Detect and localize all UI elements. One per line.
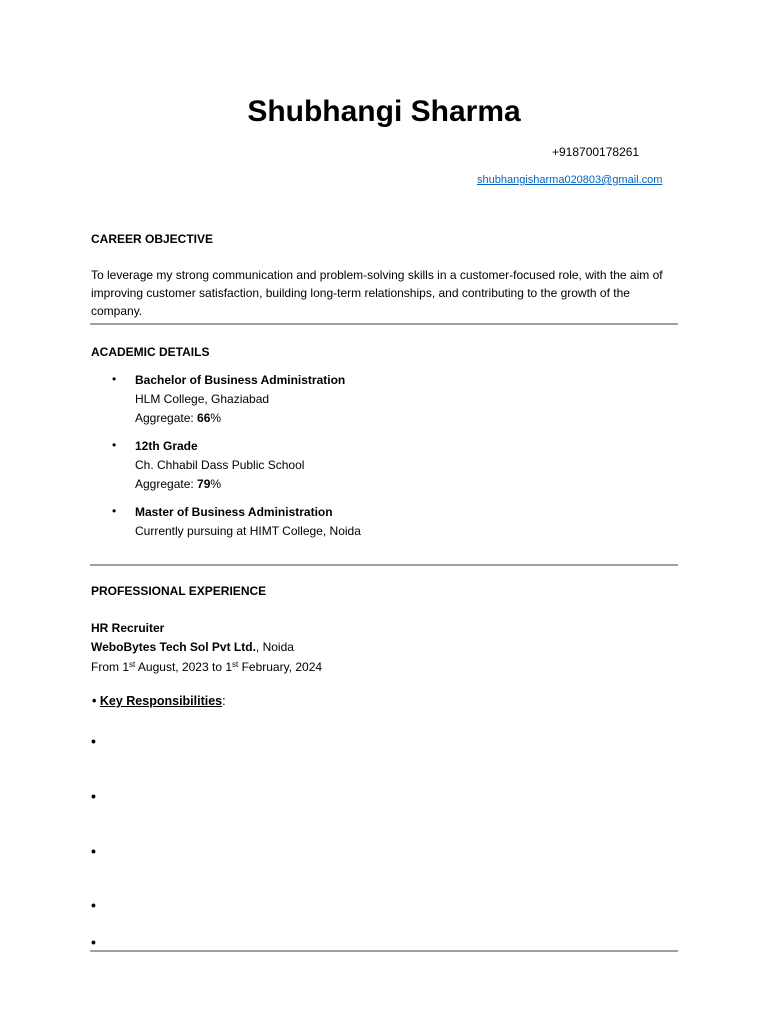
bullet-icon: • bbox=[91, 788, 96, 804]
institution: Currently pursuing at HIMT College, Noida bbox=[135, 524, 361, 538]
job-title: HR Recruiter bbox=[91, 621, 165, 635]
company-location: , Noida bbox=[255, 639, 294, 654]
bullet-icon: • bbox=[112, 504, 117, 518]
academic-details-heading: ACADEMIC DETAILS bbox=[91, 345, 210, 359]
institution: Ch. Chhabil Dass Public School bbox=[135, 458, 305, 472]
academic-item-bba bbox=[135, 371, 345, 428]
section-divider bbox=[90, 323, 678, 325]
degree-title: 12th Grade bbox=[135, 439, 198, 453]
academic-item-mba bbox=[135, 503, 361, 541]
career-objective-text: To leverage my strong communication and problem-solving skills in a customer-focused role, with the aim of improving customer satisfaction, building long-term relationships, and contributing to the growth of the company. bbox=[91, 268, 663, 318]
academic-item-12th bbox=[135, 437, 304, 494]
bullet-icon: • bbox=[91, 934, 96, 950]
candidate-name: Shubhangi Sharma bbox=[247, 95, 521, 128]
section-divider bbox=[90, 950, 678, 952]
company-name: WeboBytes Tech Sol Pvt Ltd. bbox=[91, 639, 256, 654]
phone-number: +918700178261 bbox=[552, 145, 640, 159]
aggregate: Aggregate: 79% bbox=[135, 477, 222, 491]
bullet-icon: • bbox=[91, 843, 96, 859]
institution: HLM College, Ghaziabad bbox=[135, 392, 270, 406]
professional-experience-heading: PROFESSIONAL EXPERIENCE bbox=[91, 584, 267, 598]
degree-title: Bachelor of Business Administration bbox=[135, 373, 346, 387]
bullet-icon: • bbox=[91, 897, 96, 913]
bullet-icon: • bbox=[112, 372, 117, 386]
bullet-icon: • bbox=[91, 733, 96, 749]
bullet-icon: • bbox=[112, 438, 117, 452]
degree-title: Master of Business Administration bbox=[135, 505, 333, 519]
key-responsibilities-label: • Key Responsibilities: bbox=[92, 694, 226, 708]
section-divider bbox=[90, 564, 678, 566]
email-link[interactable]: shubhangisharma020803@gmail.com bbox=[477, 174, 663, 186]
experience-entry bbox=[91, 619, 322, 677]
employment-dates: From 1st August, 2023 to 1st February, 2024 bbox=[91, 660, 323, 674]
aggregate: Aggregate: 66% bbox=[135, 411, 222, 425]
career-objective-heading: CAREER OBJECTIVE bbox=[91, 232, 214, 246]
company-line bbox=[91, 638, 322, 657]
bullet-icon: • bbox=[92, 694, 97, 708]
